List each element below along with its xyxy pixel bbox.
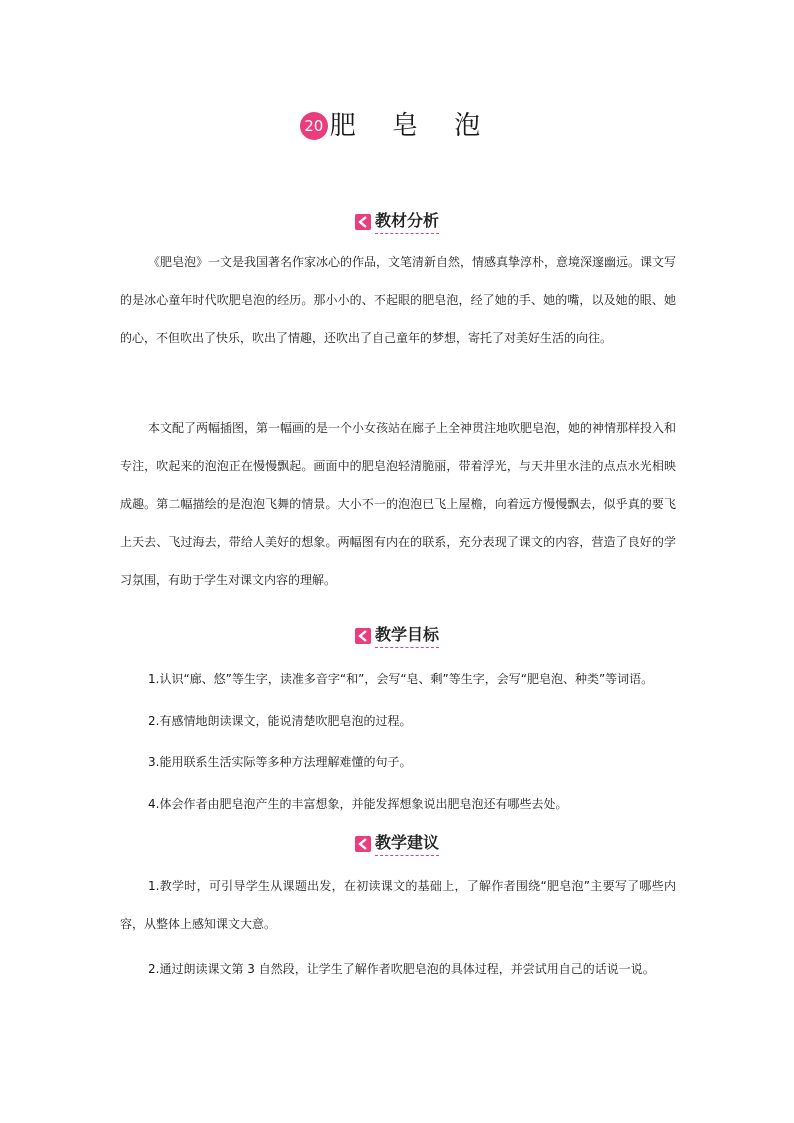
lesson-number-badge: 20: [300, 112, 328, 140]
section-marker-icon: [355, 628, 371, 644]
section-heading-label: 教材分析: [375, 210, 439, 234]
goal-item-3: 3.能用联系生活实际等多种方法理解难懂的句子。: [148, 755, 412, 769]
section-heading-analysis: [0, 210, 794, 234]
section-heading-label: 教学建议: [375, 832, 439, 856]
section-marker-icon: [355, 836, 371, 852]
lesson-title: [0, 110, 794, 142]
advice-paragraph-2: 2.通过朗读课文第 3 自然段，让学生了解作者吹肥皂泡的具体过程，并尝试用自己的话说一说。: [148, 962, 655, 976]
goal-item-2: 2.有感情地朗读课文，能说清楚吹肥皂泡的过程。: [148, 714, 412, 728]
analysis-paragraph-1: 《肥皂泡》一文是我国著名作家冰心的作品，文笔清新自然，情感真挚淳朴，意境深邃幽远。课文写的是冰心童年时代吹肥皂泡的经历。那小小的、不起眼的肥皂泡，经了她的手、她的嘴，以及她的眼、她的心，不但吹出了快乐，吹出了情趣，还吹出了自己童年的梦想，寄托了对美好生活的向往。: [120, 255, 677, 345]
section-heading-label: 教学目标: [375, 624, 439, 648]
lesson-title-text: 肥 皂 泡: [329, 111, 495, 141]
section-heading-goals: [0, 624, 794, 648]
section-marker-icon: [355, 214, 371, 230]
section-heading-advice: [0, 832, 794, 856]
goal-item-4: 4.体会作者由肥皂泡产生的丰富想象，并能发挥想象说出肥皂泡还有哪些去处。: [148, 797, 568, 811]
advice-paragraph-1: 1.教学时，可引导学生从课题出发，在初读课文的基础上，了解作者围绕“肥皂泡”主要写了哪些内容，从整体上感知课文大意。: [120, 879, 676, 931]
goal-item-1: 1.认识“廊、悠”等生字，读准多音字“和”，会写“皂、剩”等生字，会写“肥皂泡、种类”等词语。: [148, 672, 654, 686]
analysis-paragraph-2: 本文配了两幅插图，第一幅画的是一个小女孩站在廊子上全神贯注地吹肥皂泡，她的神情那样投入和专注，吹起来的泡泡正在慢慢飘起。画面中的肥皂泡轻清脆丽，带着浮光，与天井里水洼的点点水光相映成趣。第二幅描绘的是泡泡飞舞的情景。大小不一的泡泡已飞上屋檐，向着远方慢慢飘去，似乎真的要飞上天去、飞过海去，带给人美好的想象。两幅图有内在的联系，充分表现了课文的内容，营造了良好的学习氛围，有助于学生对课文内容的理解。: [120, 421, 677, 587]
